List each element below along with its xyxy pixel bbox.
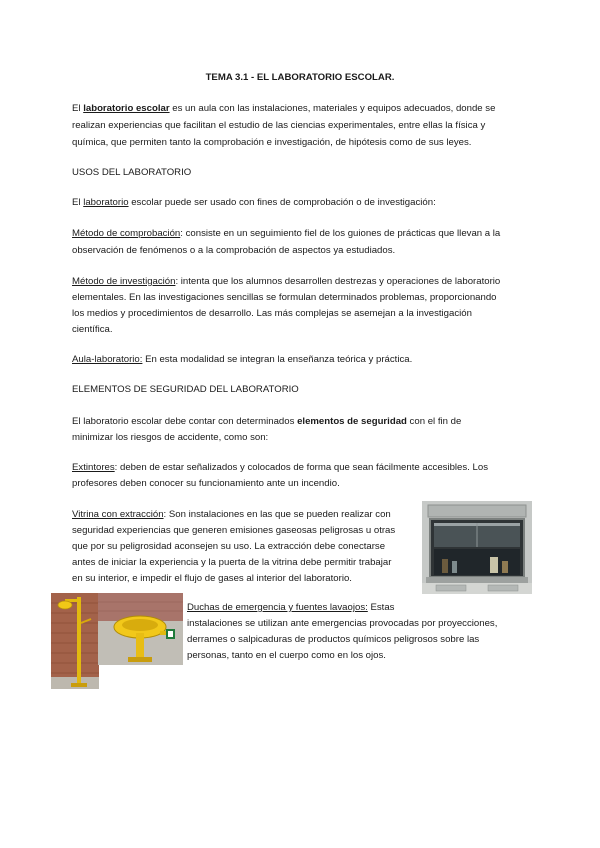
vitrina-line-5: en su interior, e impedir el flujo de gases al interior del laboratorio. bbox=[72, 573, 352, 584]
usos-line bbox=[72, 195, 436, 211]
seguridad-text: con el fin de bbox=[406, 416, 462, 427]
vitrina-text: : Son instalaciones en las que se pueden realizar con bbox=[163, 509, 391, 520]
comprobacion-line-1 bbox=[72, 226, 500, 242]
term-laboratorio: laboratorio bbox=[83, 197, 129, 208]
duchas-line-1 bbox=[187, 600, 394, 616]
comprobacion-text: : consiste en un seguimiento fiel de los guiones de prácticas que llevan a la bbox=[180, 228, 501, 239]
eyewash-illustration bbox=[98, 593, 183, 665]
eyewash-fountain-photo bbox=[98, 593, 183, 665]
intro-text: El bbox=[72, 103, 84, 114]
usos-text: escolar puede ser usado con fines de comprobación o de investigación: bbox=[128, 197, 436, 208]
seguridad-text: El laboratorio escolar debe contar con determinados bbox=[72, 416, 298, 427]
extintores-line-2: profesores deben conocer su funcionamiento ante un incendio. bbox=[72, 478, 340, 489]
investigacion-line-1 bbox=[72, 274, 500, 290]
duchas-text: Estas bbox=[367, 602, 395, 613]
usos-text: El bbox=[72, 197, 84, 208]
emergency-shower-illustration bbox=[51, 593, 99, 689]
term-metodo-investigacion: Método de investigación bbox=[72, 276, 176, 287]
intro-line-1 bbox=[72, 101, 495, 117]
emergency-shower-photo bbox=[51, 593, 99, 689]
vitrina-line-3: que por su peligrosidad aconsejen su uso. La extracción debe conectarse bbox=[72, 541, 386, 552]
investigacion-text: : intenta que los alumnos desarrollen destrezas y operaciones de laboratorio bbox=[175, 276, 501, 287]
vitrina-line-4: antes de iniciar la experiencia y la puerta de la vitrina debe permitir trabajar bbox=[72, 557, 392, 568]
fume-hood-illustration bbox=[422, 501, 532, 594]
term-aula-laboratorio: Aula-laboratorio: bbox=[72, 354, 143, 365]
investigacion-line-4: científica. bbox=[72, 324, 113, 335]
section-heading-seguridad: ELEMENTOS DE SEGURIDAD DEL LABORATORIO bbox=[72, 384, 299, 395]
extintores-text: : deben de estar señalizados y colocados de forma que sean fácilmente accesibles. Los bbox=[114, 462, 488, 473]
intro-line-2: realizan experiencias que facilitan el estudio de las ciencias experimentales, entre ellas la física y bbox=[72, 120, 486, 131]
term-extintores: Extintores bbox=[72, 462, 115, 473]
duchas-line-3: derrames o salpicaduras de productos químicos peligrosos sobre las bbox=[187, 634, 480, 645]
vitrina-line-1 bbox=[72, 507, 391, 523]
aula-line bbox=[72, 352, 412, 368]
duchas-line-4: personas, tanto en el cuerpo como en los ojos. bbox=[187, 650, 386, 661]
investigacion-line-3: los medios y procedimientos de desarrollo. Las más complejas se asemejan a la investigación bbox=[72, 308, 472, 319]
intro-text: es un aula con las instalaciones, materiales y equipos adecuados, donde se bbox=[169, 103, 496, 114]
term-metodo-comprobacion: Método de comprobación bbox=[72, 228, 181, 239]
duchas-line-2: instalaciones se utilizan ante emergencias provocadas por proyecciones, bbox=[187, 618, 498, 629]
intro-line-3: química, que permiten tanto la comprobación e investigación, de hipótesis como de sus leyes. bbox=[72, 137, 472, 148]
term-duchas-lavaojos: Duchas de emergencia y fuentes lavaojos: bbox=[187, 602, 368, 613]
aula-text: En esta modalidad se integran la enseñanza teórica y práctica. bbox=[142, 354, 413, 365]
seguridad-line-2: minimizar los riesgos de accidente, como son: bbox=[72, 432, 269, 443]
investigacion-line-2: elementales. En las investigaciones sencillas se formulan determinados problemas, proporcionando bbox=[72, 292, 497, 303]
fume-hood-photo bbox=[422, 501, 532, 594]
seguridad-line-1 bbox=[72, 414, 461, 430]
term-laboratorio-escolar: laboratorio escolar bbox=[83, 103, 170, 114]
vitrina-line-2: seguridad experiencias que generen emisiones gaseosas peligrosas u otras bbox=[72, 525, 396, 536]
section-heading-usos: USOS DEL LABORATORIO bbox=[72, 167, 192, 178]
term-elementos-seguridad: elementos de seguridad bbox=[297, 416, 407, 427]
term-vitrina: Vitrina con extracción bbox=[72, 509, 164, 520]
page-title: TEMA 3.1 - EL LABORATORIO ESCOLAR. bbox=[205, 72, 395, 83]
comprobacion-line-2: observación de fenómenos o a la comprobación de aspectos ya estudiados. bbox=[72, 245, 396, 256]
extintores-line-1 bbox=[72, 460, 488, 476]
